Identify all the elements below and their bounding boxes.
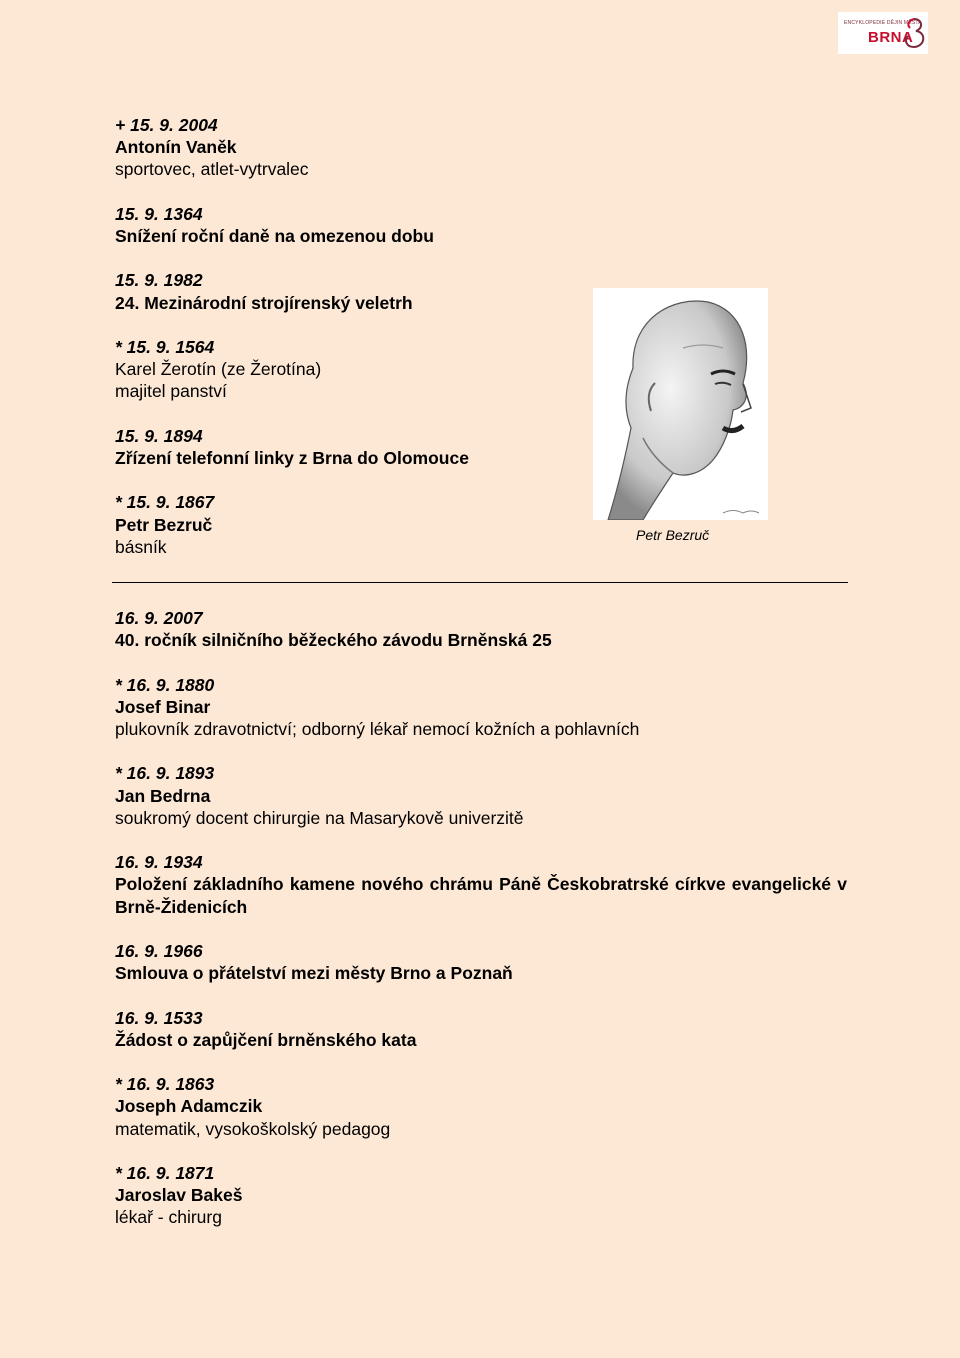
entry-date: 15. 9. 1364 [115, 203, 203, 224]
entry [115, 762, 847, 829]
entry [115, 114, 847, 181]
entry-title: 24. Mezinárodní strojírenský veletrh [115, 292, 413, 313]
entry [115, 1007, 847, 1051]
entry-title: 40. ročník silničního běžeckého závodu Brněnská 25 [115, 630, 552, 651]
entry-date: 16. 9. 2007 [115, 608, 203, 628]
entry-title: Jaroslav Bakeš [115, 1185, 243, 1206]
entry-date: + 15. 9. 2004 [115, 115, 218, 135]
entry-title: Petr Bezruč [115, 514, 213, 535]
entry-description: majitel panství [115, 381, 227, 402]
entry-title: Antonín Vaněk [115, 137, 237, 158]
entries-section-16-september [115, 607, 847, 1251]
entry-title: Žádost o zapůjčení brněnského kata [115, 1029, 417, 1050]
entry-date: * 15. 9. 1867 [115, 492, 215, 513]
logo-swirl-icon [900, 16, 928, 52]
entry-title: Zřízení telefonní linky z Brna do Olomouce [115, 447, 469, 468]
portrait-drawing [593, 288, 768, 520]
entry [115, 203, 847, 247]
portrait-image-icon [593, 288, 768, 520]
entry [115, 674, 847, 741]
entry-description: plukovník zdravotnictví; odborný lékař nemocí kožních a pohlavních [115, 719, 640, 739]
entry-title: Joseph Adamczik [115, 1096, 263, 1117]
entry-date: 16. 9. 1966 [115, 940, 203, 961]
entry [115, 1162, 847, 1229]
entry [115, 1073, 847, 1140]
entry-title: Položení základního kamene nového chrámu Páně Českobratrské církve evangelické v Brně-Židenicích [115, 874, 847, 917]
entry-date: * 16. 9. 1880 [115, 674, 215, 695]
encyclopedia-logo [838, 12, 928, 54]
entry-title: Jan Bedrna [115, 785, 211, 806]
entry-description: básník [115, 536, 167, 557]
entry-date: 15. 9. 1982 [115, 270, 203, 291]
entry-description: sportovec, atlet-vytrvalec [115, 159, 309, 180]
entry-date: * 16. 9. 1893 [115, 763, 215, 784]
entry-date: * 15. 9. 1564 [115, 336, 215, 357]
entry-date: 16. 9. 1934 [115, 852, 203, 873]
entry-description: matematik, vysokoškolský pedagog [115, 1118, 391, 1139]
entry-description: lékař - chirurg [115, 1207, 222, 1228]
portrait-caption: Petr Bezruč [636, 527, 710, 543]
entry-description: soukromý docent chirurgie na Masarykově univerzitě [115, 807, 524, 828]
section-divider [112, 582, 848, 583]
entry-title: Snížení roční daně na omezenou dobu [115, 226, 434, 246]
entry-title: Karel Žerotín (ze Žerotína) [115, 359, 322, 380]
entry [115, 940, 847, 984]
entry-date: 15. 9. 1894 [115, 425, 203, 446]
entry-date: 16. 9. 1533 [115, 1007, 203, 1028]
entry-title: Josef Binar [115, 696, 211, 717]
entry-date: * 16. 9. 1863 [115, 1074, 215, 1095]
entry-title: Smlouva o přátelství mezi městy Brno a Poznaň [115, 963, 513, 984]
entry-date: * 16. 9. 1871 [115, 1162, 215, 1183]
logo-small-text: ENCYKLOPEDIE DĚJIN MĚSTA [844, 20, 922, 26]
entry [115, 851, 847, 918]
logo-big-text: BRNA [868, 29, 914, 46]
entry [115, 607, 847, 651]
